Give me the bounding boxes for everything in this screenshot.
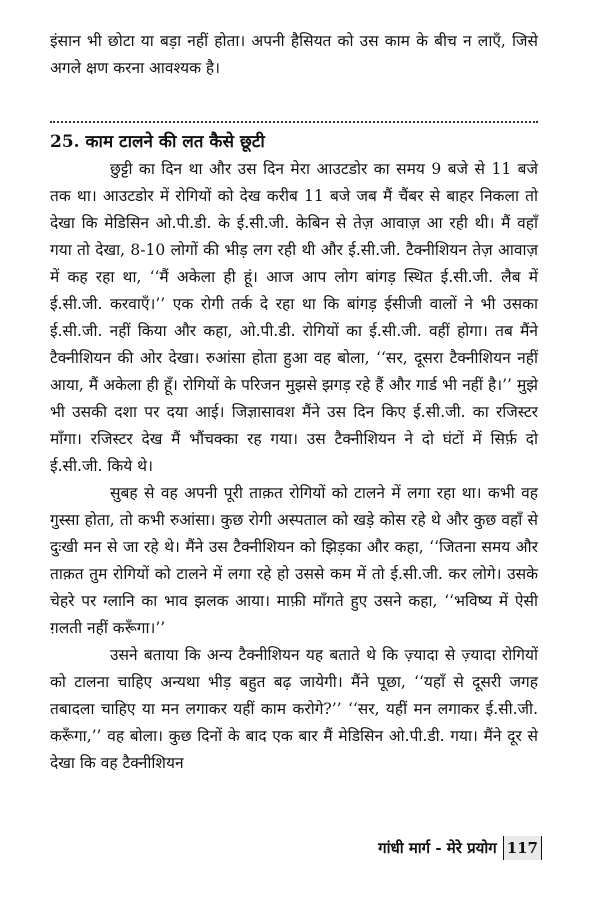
intro-paragraph: इंसान भी छोटा या बड़ा नहीं होता। अपनी हैसियत को उस काम के बीच न लाएँ, जिसे अगले क्षण करना आवश्यक है। (50, 32, 538, 77)
paragraph-1: छुट्टी का दिन था और उस दिन मेरा आउटडोर का समय 9 बजे से 11 बजे तक था। आउटडोर में रोगियों को देख करीब 11 बजे जब मैं चैंबर से बाहर निकला तो देखा कि मेडिसिन ओ.पी.डी. के ई.सी.जी. केबिन से तेज़ आवाज़ आ रही थी। मैं वहाँ गया तो देखा, 8-10 लोगों की भीड़ लग रही थी और ई.सी.जी. टैक्नीशियन तेज़ आवाज़ में कह रहा था, ‘‘मैं अकेला ही हूं। आज आप लोग बांगड़ स्थित ई.सी.जी. लैब में ई.सी.जी. करवाएँ।’’ एक रोगी तर्क दे रहा था कि बांगड़ ईसीजी वालों ने भी उसका ई.सी.जी. नहीं किया और कहा, ओ.पी.डी. रोगियों का ई.सी.जी. वहीं होगा। तब मैंने टैक्नीशियन की ओर देखा। रुआंसा होता हुआ वह बोला, ‘‘सर, दूसरा टैक्नीशियन नहीं आया, मैं अकेला ही हूँ। रोगियों के परिजन मुझसे झगड़ रहे हैं और गार्ड भी नहीं है।’’ मुझे भी उसकी दशा पर दया आई। जिज्ञासावश मैंने उस दिन किए ई.सी.जी. का रजिस्टर माँगा। रजिस्टर देख मैं भौंचक्का रह गया। उस टैक्नीशियन ने दो घंटों में सिर्फ़ दो ई.सी.जी. किये थे। (50, 160, 538, 475)
page-footer (378, 836, 542, 860)
paragraph-3: उसने बताया कि अन्य टैक्नीशियन यह बताते थे कि ज़्यादा से ज़्यादा रोगियों को टालना चाहिए अन्यथा भीड़ बहुत बढ़ जायेगी। मैंने पूछा, ‘‘यहाँ से दूसरी जगह तबादला चाहिए या मन लगाकर यहीं काम करोगे?’’ ‘‘सर, यहीं मन लगाकर ई.सी.जी. करूँगा,’’ वह बोला। कुछ दिनों के बाद एक बार मैं मेडिसिन ओ.पी.डी. गया। मैंने दूर से देखा कि वह टैक्नीशियन (50, 646, 538, 772)
section-heading (50, 128, 265, 156)
page-number: 117 (503, 836, 542, 860)
section-title: काम टालने की लत कैसे छूटी (85, 132, 265, 152)
section-divider (50, 121, 538, 123)
section-body (50, 156, 538, 777)
section-number: 25. (50, 132, 80, 152)
paragraph-2: सुबह से वह अपनी पूरी ताक़त रोगियों को टालने में लगा रहा था। कभी वह गुस्सा होता, तो कभी रुआंसा। कुछ रोगी अस्पताल को खड़े कोस रहे थे और कुछ वहाँ से दुःखी मन से जा रहे थे। मैंने उस टैक्नीशियन को झिड़का और कहा, ‘‘जितना समय और ताक़त तुम रोगियों को टालने में लगा रहे हो उससे कम में तो ई.सी.जी. कर लोगे। उसके चेहरे पर ग्लानि का भाव झलक आया। माफ़ी माँगते हुए उसने कहा, ‘‘भविष्य में ऐसी ग़लती नहीं करूँगा।’’ (50, 484, 538, 637)
book-title: गांधी मार्ग - मेरे प्रयोग (378, 839, 497, 857)
